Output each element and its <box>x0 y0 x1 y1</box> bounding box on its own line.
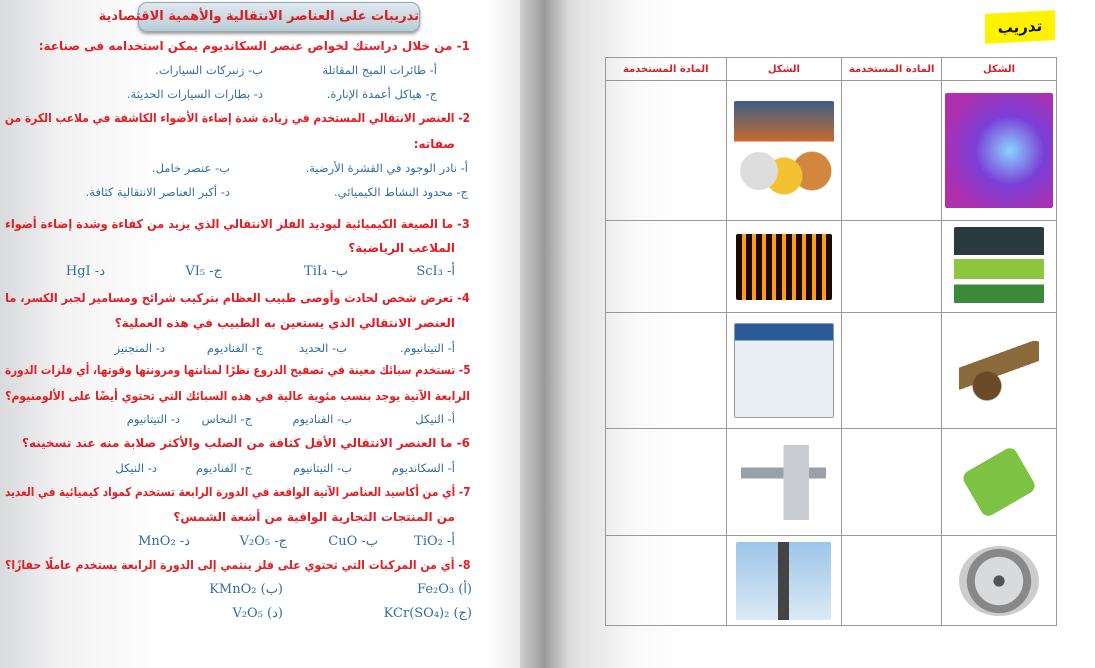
option: أ- السكانديوم <box>391 461 455 475</box>
option: أ- طائرات الميج المقاتلة <box>322 63 437 77</box>
question-3-cont: الملاعب الرياضية؟ <box>348 241 455 255</box>
option: ب- TiI₄ <box>304 264 348 279</box>
option: ج- VI₅ <box>185 264 222 279</box>
question-4: 4- تعرض شخص لحادث وأوصى طبيب العظام بتركيب شرائح ومسامير لجبر الكسر، ما <box>5 291 470 305</box>
option: ب- زنبركات السيارات. <box>155 63 263 77</box>
answer-cell[interactable] <box>842 221 942 313</box>
battery-box-image <box>734 323 834 418</box>
option: د- MnO₂ <box>138 534 190 549</box>
header-shape: الشكل <box>942 58 1057 81</box>
option: (ج) KCr(SO₄)₂ <box>383 606 472 621</box>
option: أ- TiO₂ <box>414 534 455 549</box>
option: ب- عنصر خامل. <box>151 161 230 175</box>
option: ب- الحديد <box>298 341 347 355</box>
header-material: المادة المستخدمة <box>606 58 727 81</box>
option: (ب) KMnO₂ <box>209 582 283 597</box>
table-row <box>606 221 1057 313</box>
left-page-content <box>0 0 525 668</box>
option: (د) V₂O₅ <box>232 606 283 621</box>
question-2: 2- العنصر الانتقالي المستخدم في زيادة شدة إضاءة الأضواء الكاشفة في ملاعب الكرة من <box>4 111 470 125</box>
purple-room-image <box>945 93 1053 208</box>
header-shape: الشكل <box>726 58 842 81</box>
option: ب- CuO <box>328 534 378 549</box>
green-battery-image <box>961 445 1038 518</box>
answer-cell[interactable] <box>842 81 942 221</box>
option: د- HgI <box>65 264 105 279</box>
question-7-cont: من المنتجات التجارية الواقية من أشعة الشمس؟ <box>173 510 455 524</box>
header-material: المادة المستخدمة <box>842 58 942 81</box>
option: ج- الفناديوم <box>195 461 252 475</box>
exercise-tag: تدريب <box>985 10 1055 44</box>
question-4-cont: العنصر الانتقالي الذي يستعين به الطبيب في هذه العملية؟ <box>114 316 455 330</box>
table-row <box>606 81 1057 221</box>
question-1: 1- من خلال دراستك لخواص عنصر السكانديوم يمكن استخدامه فى صناعة: <box>38 39 470 53</box>
option: ج- هياكل أعمدة الإنارة. <box>326 87 437 101</box>
option: ج- الفناديوم <box>206 341 263 355</box>
question-8: 8- أي من المركبات التي تحتوي على فلز ينتمي إلى الدورة الرابعة يستخدم عاملًا حفازًا؟ <box>4 558 470 572</box>
option: د- أكبر العناصر الانتقالية كثافة. <box>85 185 230 199</box>
table-row <box>606 429 1057 536</box>
page-title: تدريبات على العناصر الانتقالية والأهمية الاقتصادية <box>138 2 420 32</box>
question-7: 7- أي من أكاسيد العناصر الآتية الواقعة في الدورة الرابعة تستخدم كمواد كيميائية في العديد <box>4 485 470 499</box>
option: (أ) Fe₂O₃ <box>417 582 472 597</box>
option: ب- التيتانيوم <box>293 461 352 475</box>
option: ج- محدود النشاط الكيميائي. <box>334 185 468 199</box>
option: ج- V₂O₅ <box>239 534 287 549</box>
answer-cell[interactable] <box>606 313 727 429</box>
question-6: 6- ما العنصر الانتقالي الأقل كثافة من الصلب والأكثر صلابة منه عند تسخينه؟ <box>21 436 470 450</box>
option: د- بطارات السيارات الحديثة. <box>126 87 263 101</box>
option: د- المنجنيز <box>114 341 165 355</box>
question-5-cont: الرابعة الآتية يوجد بنسب مئوية عالية في هذه السبائك التي تحتوي أيضًا على الألومنيوم؟ <box>5 389 470 403</box>
answer-cell[interactable] <box>606 221 727 313</box>
answer-cell[interactable] <box>842 536 942 626</box>
option: أ- النيكل <box>415 412 455 426</box>
option: د- النيكل <box>115 461 157 475</box>
wheel-rim-image <box>959 546 1039 616</box>
glowing-filament-image <box>736 234 832 300</box>
question-5: 5- تستخدم سبائك معينة في تصفيح الدروع نظرًا لمتانتها ومرونتها وقوتها، أي فلزات الدورة <box>4 363 470 377</box>
table-row <box>606 536 1057 626</box>
exercise-table <box>605 57 1057 626</box>
answer-cell[interactable] <box>842 313 942 429</box>
option: ج- النحاس <box>201 412 252 426</box>
table-header-row <box>606 58 1057 81</box>
question-2-cont: صفاته: <box>413 137 455 151</box>
medals-image <box>734 101 834 201</box>
table-row <box>606 313 1057 429</box>
question-3: 3- ما الصيغة الكيميائية ليوديد الفلز الانتقالي الذي يزيد من كفاءة وشدة إضاءة أضواء <box>5 217 470 231</box>
option: أ- نادر الوجود في القشرة الأرضية. <box>305 161 468 175</box>
batteries-image <box>954 227 1044 307</box>
answer-cell[interactable] <box>606 81 727 221</box>
faucet-image <box>741 445 826 520</box>
answer-cell[interactable] <box>842 429 942 536</box>
power-tower-image <box>736 542 831 620</box>
option: أ- التيتانيوم. <box>399 341 455 355</box>
answer-cell[interactable] <box>606 536 727 626</box>
option: د- التيتانيوم <box>126 412 180 426</box>
option: أ- ScI₃ <box>416 264 455 279</box>
cannon-image <box>959 341 1039 401</box>
answer-cell[interactable] <box>606 429 727 536</box>
option: ب- الفناديوم <box>292 412 352 426</box>
